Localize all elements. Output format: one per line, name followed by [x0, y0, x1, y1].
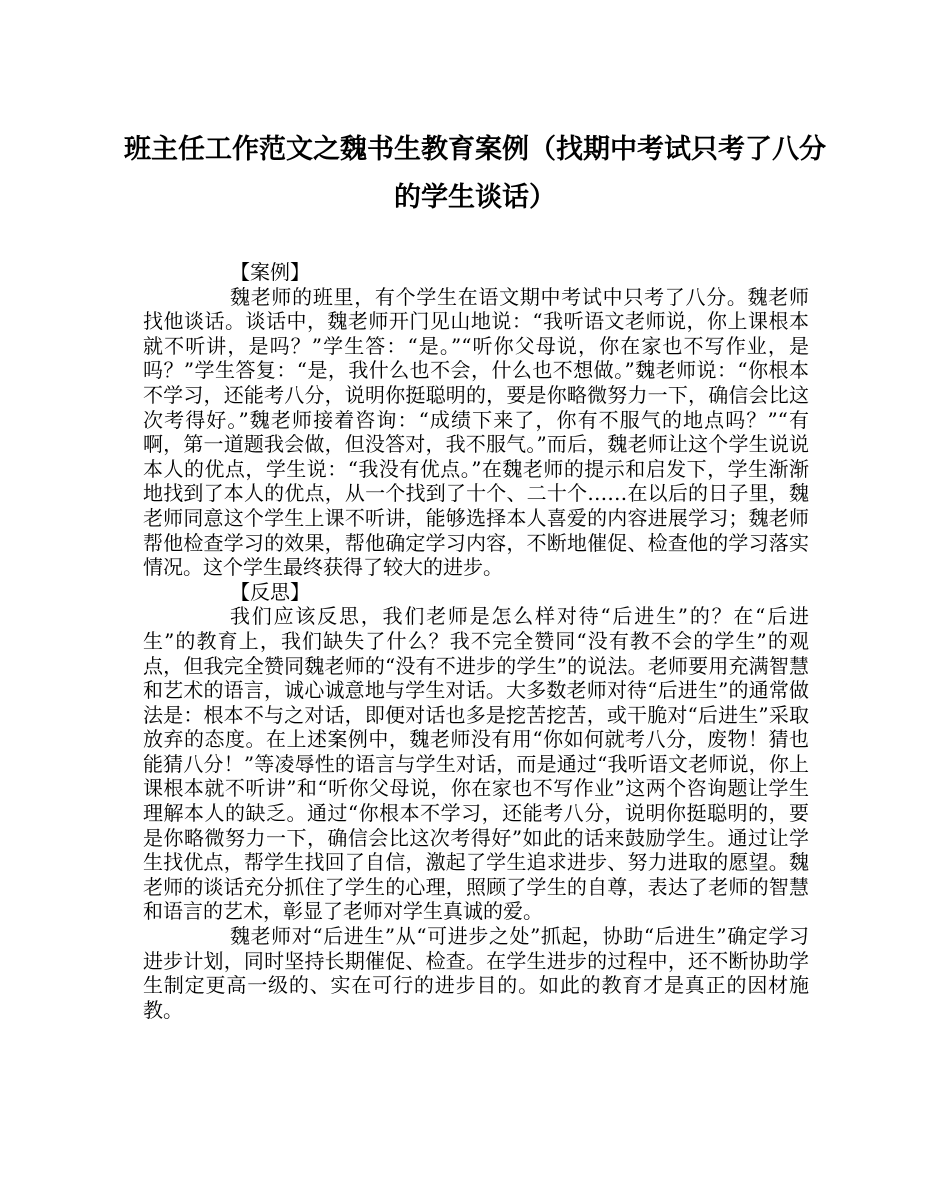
section-reflection — [143, 580, 809, 1023]
reflection-paragraph: 我们应该反思，我们老师是怎么样对待“后进生”的？在“后进生”的教育上，我们缺失了什么？我不完全赞同“没有教不会的学生”的观点，但我完全赞同魏老师的“没有不进步的学生”的说法。老师要用充满智慧和艺术的语言，诚心诚意地与学生对话。大多数老师对待“后进生”的通常做法是：根本不与之对话，即便对话也多是挖苦挖苦，或干脆对“后进生”采取放弃的态度。在上述案例中，魏老师没有用“你如何就考八分，废物！猜也能猜八分！”等凌辱性的语言与学生对话，而是通过“我听语文老师说，你上课根本就不听讲”和“听你父母说，你在家也不写作业”这两个咨询题让学生理解本人的缺乏。通过“你根本不学习，还能考八分，说明你挺聪明的，要是你略微努力一下，确信会比这次考得好”如此的话来鼓励学生。通过让学生找优点，帮学生找回了自信，激起了学生追求进步、努力进取的愿望。魏老师的谈话充分抓住了学生的心理，照顾了学生的自尊，表达了老师的智慧和语言的艺术，彰显了老师对学生真诚的爱。 — [143, 604, 809, 924]
document-title: 班主任工作范文之魏书生教育案例（找期中考试只考了八分的学生谈话） — [124, 134, 826, 213]
section-case — [143, 260, 809, 580]
case-paragraph: 魏老师的班里，有个学生在语文期中考试中只考了八分。魏老师找他谈话。谈话中，魏老师开门见山地说：“我听语文老师说，你上课根本就不听讲，是吗？”学生答：“是。”“听你父母说，你在家也不写作业，是吗？”学生答复：“是，我什么也不会，什么也不想做。”魏老师说：“你根本不学习，还能考八分，说明你挺聪明的，要是你略微努力一下，确信会比这次考得好。”魏老师接着咨询：“成绩下来了，你有不服气的地点吗？”“有啊，第一道题我会做，但没答对，我不服气。”而后，魏老师让这个学生说说本人的优点，学生说：“我没有优点。”在魏老师的提示和启发下，学生渐渐地找到了本人的优点，从一个找到了十个、二十个……在以后的日子里，魏老师同意这个学生上课不听讲，能够选择本人喜爱的内容进展学习；魏老师帮他检查学习的效果，帮他确定学习内容，不断地催促、检查他的学习落实情况。这个学生最终获得了较大的进步。 — [143, 284, 809, 580]
document-body — [143, 260, 809, 1022]
reflection-paragraph: 魏老师对“后进生”从“可进步之处”抓起，协助“后进生”确定学习进步计划，同时坚持长期催促、检查。在学生进步的过程中，还不断协助学生制定更高一级的、实在可行的进步目的。如此的教育才是真正的因材施教。 — [143, 924, 809, 1022]
section-heading-case: 【案例】 — [230, 260, 310, 284]
section-heading-reflection: 【反思】 — [230, 579, 310, 604]
